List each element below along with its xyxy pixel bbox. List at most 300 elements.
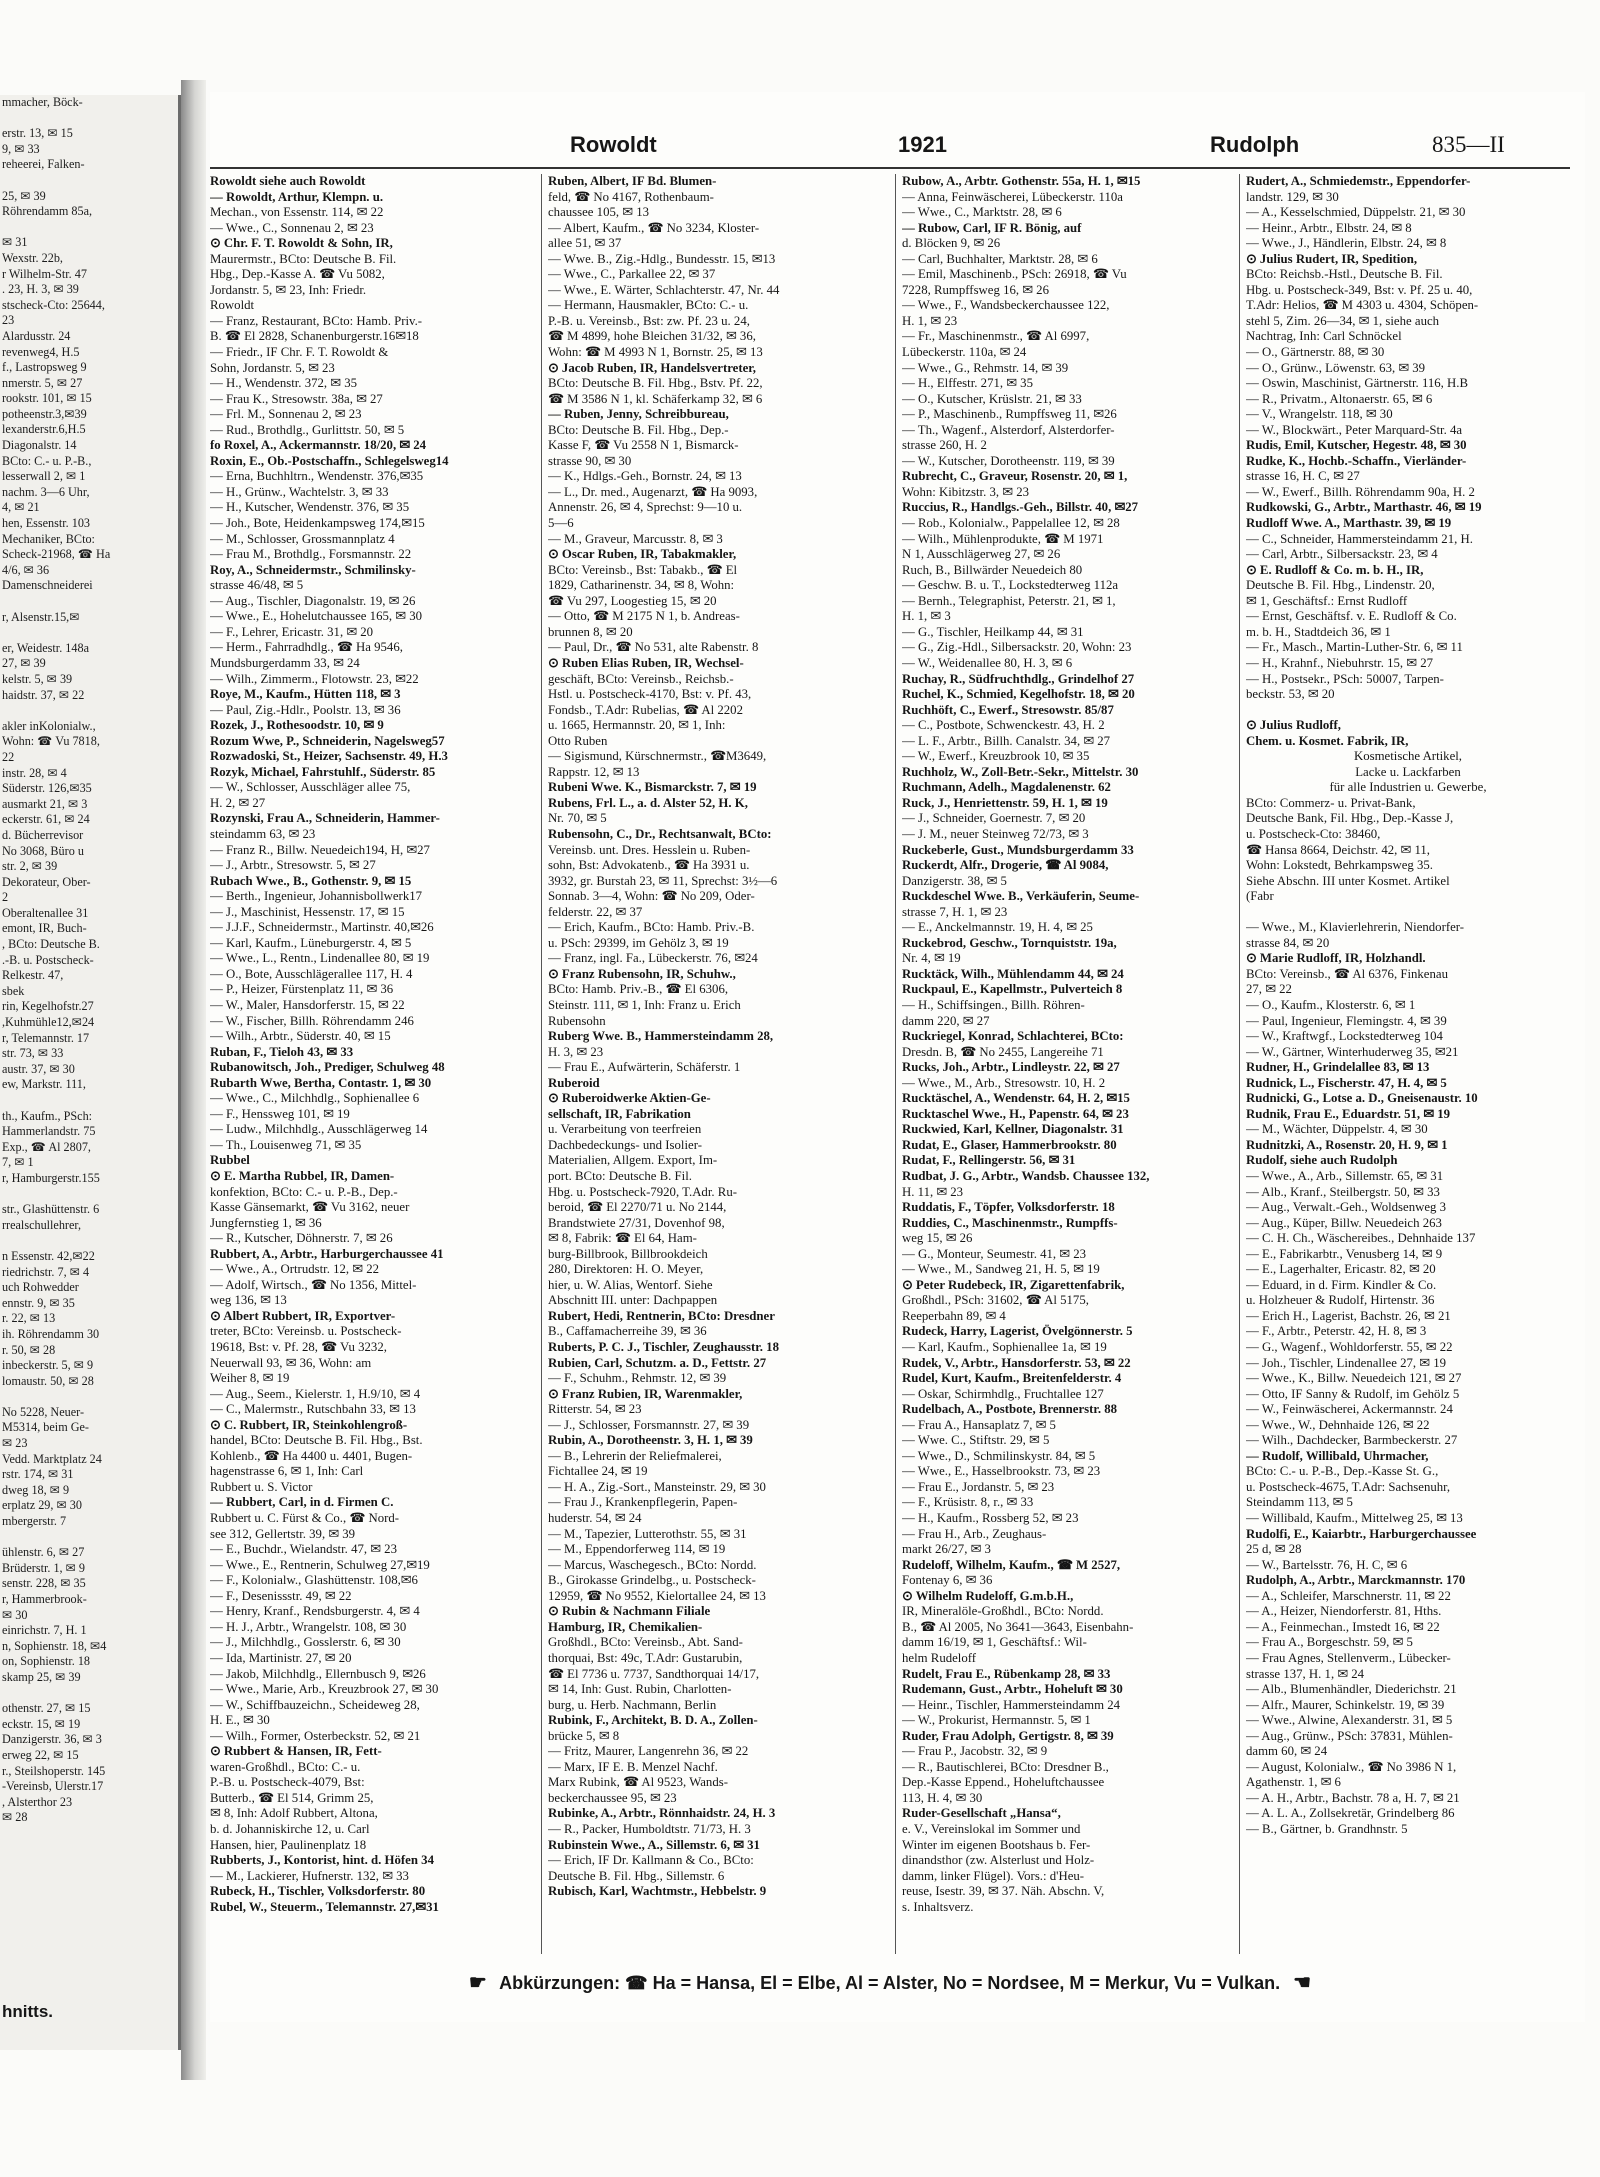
previous-page-line: austr. 37, ✉ 30: [2, 1061, 75, 1076]
directory-entry-line: ⊙ Albert Rubbert, IR, Exportver-: [210, 1308, 396, 1323]
directory-entry-line: — M., Tapezier, Lutterothstr. 55, ✉ 31: [548, 1526, 747, 1541]
directory-entry-line: Reeperbahn 89, ✉ 4: [902, 1308, 1006, 1323]
directory-entry-line: treter, BCto: Vereinsb. u. Postscheck-: [210, 1324, 402, 1339]
directory-entry-line: Rowoldt siehe auch Rowoldt: [210, 174, 366, 188]
previous-page-line: ✉ 23: [2, 1436, 28, 1451]
previous-page-line: 23: [2, 313, 15, 328]
directory-entry-line: — Th., Louisenweg 71, ✉ 35: [210, 1137, 362, 1152]
directory-entry-line: B., Girokasse Grindelbg., u. Postscheck-: [548, 1573, 756, 1588]
directory-entry-line: Ruckdeschel Wwe. B., Verkäuferin, Seume-: [902, 889, 1140, 904]
directory-entry-line: waren-Großhdl., BCto: C.- u.: [210, 1759, 361, 1774]
directory-entry-line: Ruckeberle, Gust., Mundsburgerdamm 33: [902, 842, 1134, 857]
previous-page-line: No 3068, Büro u: [2, 843, 84, 858]
directory-entry-line: beckstr. 53, ✉ 20: [1246, 687, 1335, 702]
directory-entry-line: — Wwe., E. Wärter, Schlachterstr. 47, Nr. 44: [548, 282, 780, 297]
directory-entry-line: burg, u. Herb. Nachmann, Berlin: [548, 1697, 717, 1712]
directory-entry-line: Dresdn. B, ☎ No 2455, Langereihe 71: [902, 1044, 1104, 1059]
directory-entry-line: BCto: Deutsche B. Fil. Hbg., Dep.-: [548, 422, 729, 437]
directory-entry-line: für alle Industrien u. Gewerbe,: [1329, 780, 1487, 795]
directory-entry-line: Ruckwied, Karl, Kellner, Diagonalstr. 31: [902, 1122, 1124, 1137]
directory-entry-line: ⊙ E. Martha Rubbel, IR, Damen-: [210, 1169, 395, 1183]
directory-entry-line: Ruberts, P. C. J., Tischler, Zeughausstr. 18: [548, 1340, 779, 1355]
directory-entry-line: see 312, Gellertstr. 39, ✉ 39: [210, 1526, 356, 1541]
directory-entry-line: Rudis, Emil, Kutscher, Hegestr. 48, ✉ 30: [1246, 438, 1467, 453]
directory-entry-line: — Karl, Kaufm., Sophienallee 1a, ✉ 19: [902, 1340, 1107, 1355]
directory-entry-line: — Sigismund, Kürschnermstr., ☎M3649,: [548, 749, 767, 764]
directory-entry-line: — K., Hdlgs.-Geh., Bornstr. 24, ✉ 13: [548, 469, 742, 484]
directory-entry-line: — Heinr., Tischler, Hammersteindamm 24: [902, 1697, 1121, 1712]
directory-entry-line: — W., Maler, Hansdorferstr. 15, ✉ 22: [210, 997, 405, 1012]
directory-entry-line: Rubbert, A., Arbtr., Harburgerchaussee 41: [210, 1246, 444, 1261]
previous-page-line: inbeckerstr. 5, ✉ 9: [2, 1358, 94, 1373]
directory-entry-line: Ruckebrod, Geschw., Tornquiststr. 19a,: [902, 935, 1117, 950]
directory-entry-line: B. ☎ El 2828, Schanenburgerstr.16✉18: [210, 329, 419, 344]
directory-entry-line: u. Holzheuer & Rudolf, Hirtenstr. 36: [1246, 1293, 1435, 1308]
directory-entry-line: — B., Lehrerin der Reliefmalerei,: [548, 1448, 722, 1463]
directory-entry-line: Rowoldt: [210, 298, 255, 313]
directory-entry-line: Rudelbach, A., Postbote, Brennerstr. 88: [902, 1402, 1118, 1417]
directory-entry-line: ⊙ E. Rudloff & Co. m. b. H., IR,: [1246, 562, 1424, 577]
column-2: [548, 174, 888, 1954]
directory-entry-line: — Adolf, Wirtsch., ☎ No 1356, Mittel-: [210, 1277, 417, 1292]
directory-entry-line: — Paul, Dr., ☎ No 531, alte Rabenstr. 8: [548, 640, 759, 655]
directory-entry-line: — Wilh., Former, Osterbeckstr. 52, ✉ 21: [210, 1728, 421, 1743]
directory-entry-line: — Eduard, in d. Firm. Kindler & Co.: [1246, 1277, 1437, 1292]
directory-entry-line: — W., Kraftwgf., Lockstedterweg 104: [1246, 1029, 1443, 1044]
directory-entry-line: Rubanowitsch, Joh., Prediger, Schulweg 48: [210, 1060, 445, 1075]
column-divider: [541, 174, 542, 1954]
previous-page-line: 4/6, ✉ 36: [2, 562, 50, 577]
directory-entry-line: 25 d, ✉ 28: [1246, 1542, 1302, 1557]
directory-entry-line: — L. F., Arbtr., Billh. Canalstr. 34, ✉ 27: [902, 733, 1111, 748]
previous-page-line: Vedd. Marktplatz 24: [2, 1451, 102, 1466]
previous-page-line: riedrichstr. 7, ✉ 4: [2, 1264, 90, 1279]
directory-entry-line: — J., Maschinist, Hessenstr. 17, ✉ 15: [210, 904, 405, 919]
directory-entry-line: s. Inhaltsverz.: [902, 1899, 974, 1914]
directory-entry-line: — W., Kutscher, Dorotheenstr. 119, ✉ 39: [902, 453, 1115, 468]
directory-entry-line: BCto: Commerz- u. Privat-Bank,: [1246, 795, 1416, 810]
directory-entry-line: ⊙ Rubbert & Hansen, IR, Fett-: [210, 1744, 382, 1759]
previous-page-line: .-B. u. Postscheck-: [2, 952, 94, 967]
previous-page-line: nmerstr. 5, ✉ 27: [2, 375, 83, 390]
directory-entry-line: strasse 46/48, ✉ 5: [210, 578, 304, 593]
previous-page-line: r, Alsenstr.15,✉: [2, 609, 80, 624]
previous-page-line: . 23, H. 3, ✉ 39: [2, 282, 79, 297]
previous-page-line: 4, ✉ 21: [2, 500, 40, 515]
previous-page-line: nachm. 3—6 Uhr,: [2, 484, 90, 499]
directory-entry-line: Ruchel, K., Schmied, Kegelhofstr. 18, ✉ 20: [902, 687, 1135, 702]
directory-entry-line: — W., Bartelsstr. 76, H. C, ✉ 6: [1246, 1557, 1408, 1572]
directory-entry-line: H. 1, ✉ 23: [902, 313, 958, 328]
directory-entry-line: ⊙ Jacob Ruben, IR, Handelsvertreter,: [548, 360, 756, 375]
directory-entry-line: — Rubbert, Carl, in d. Firmen C.: [210, 1495, 394, 1510]
previous-page-line: rrealschullehrer,: [2, 1217, 82, 1232]
directory-entry-line: allee 51, ✉ 37: [548, 236, 622, 251]
directory-entry-line: Ruchhöft, C., Ewerf., Stresowstr. 85/87: [902, 702, 1114, 717]
directory-entry-line: — Wwe., Marie, Arb., Kreuzbrook 27, ✉ 30: [210, 1682, 439, 1697]
previous-page-line: -Vereinsb, Ulerstr.17: [2, 1779, 104, 1794]
previous-page-line: Diagonalstr. 14: [2, 438, 77, 453]
directory-entry-line: Rubbert u. C. Fürst & Co., ☎ Nord-: [210, 1511, 400, 1526]
directory-entry-line: beroid, ☎ El 2270/71 u. No 2144,: [548, 1200, 727, 1215]
directory-entry-line: Rudolf, siehe auch Rudolph: [1246, 1153, 1398, 1168]
directory-entry-line: — Wwe., A., Ortrudstr. 12, ✉ 22: [210, 1262, 380, 1277]
directory-entry-line: ☎ M 3586 N 1, kl. Schäferkamp 32, ✉ 6: [548, 391, 763, 406]
directory-entry-line: Rubow, A., Arbtr. Gothenstr. 55a, H. 1, ✉15: [902, 174, 1141, 188]
directory-entry-line: Fichtallee 24, ✉ 19: [548, 1464, 648, 1479]
directory-entry-line: Rubarth Wwe, Bertha, Contastr. 1, ✉ 30: [210, 1075, 432, 1090]
directory-entry-line: — J.J.F., Schneidermstr., Martinstr. 40,✉26: [210, 920, 434, 935]
directory-entry-line: Agathenstr. 1, ✉ 6: [1246, 1775, 1341, 1790]
directory-entry-line: felderstr. 22, ✉ 37: [548, 904, 643, 919]
directory-entry-line: — Hermann, Hausmakler, BCto: C.- u.: [548, 298, 749, 313]
directory-entry-line: — W., Schiffbauzeichn., Scheideweg 28,: [210, 1697, 420, 1712]
previous-page-line: haidstr. 37, ✉ 22: [2, 687, 85, 702]
directory-entry-line: Rudnick, L., Fischerstr. 47, H. 4, ✉ 5: [1246, 1075, 1447, 1090]
previous-page-line: Danzigerstr. 36, ✉ 3: [2, 1732, 102, 1747]
previous-page-line: lesserwall 2, ✉ 1: [2, 469, 86, 484]
previous-page-line: Hammerlandstr. 75: [2, 1124, 96, 1139]
directory-entry-line: Rubeck, H., Tischler, Volksdorferstr. 80: [210, 1884, 426, 1899]
directory-entry-line: weg 15, ✉ 26: [902, 1231, 973, 1246]
directory-entry-line: Rudat, E., Glaser, Hammerbrookstr. 80: [902, 1137, 1117, 1152]
directory-entry-line: — Wwe., C., Sonnenau 2, ✉ 23: [210, 220, 374, 235]
directory-entry-line: Rudeloff, Wilhelm, Kaufm., ☎ M 2527,: [902, 1557, 1121, 1572]
directory-entry-line: — Rob., Kolonialw., Pappelallee 12, ✉ 28: [902, 516, 1120, 531]
previous-page-line: r. 22, ✉ 13: [2, 1311, 56, 1326]
directory-entry-line: — Erich, Kaufm., BCto: Hamb. Priv.-B.: [548, 920, 755, 935]
directory-entry-line: strasse 137, H. 1, ✉ 24: [1246, 1666, 1365, 1681]
previous-page-line: d. Bücherrevisor: [2, 827, 84, 842]
column-3: [902, 174, 1232, 1954]
previous-page-line: erplatz 29, ✉ 30: [2, 1498, 82, 1513]
directory-entry-line: — G., Zig.-Hdl., Silbersackstr. 20, Wohn: 23: [902, 640, 1132, 655]
directory-entry-line: Rubien, Carl, Schutzm. a. D., Fettstr. 27: [548, 1355, 767, 1370]
previous-page-line: sbek: [2, 983, 25, 998]
directory-entry-line: — Wwe., C., Marktstr. 28, ✉ 6: [902, 205, 1062, 220]
directory-entry-line: sellschaft, IR, Fabrikation: [548, 1106, 691, 1121]
directory-entry-line: Sohn, Jordanstr. 5, ✉ 23: [210, 360, 335, 375]
previous-page-line: , BCto: Deutsche B.: [2, 937, 100, 952]
directory-entry-line: — E., Buchdr., Wielandstr. 47, ✉ 23: [210, 1542, 397, 1557]
previous-page-line: Damenschneiderei: [2, 578, 93, 593]
header-first-entry: Rowoldt: [570, 132, 657, 157]
directory-entry-line: dinandsthor (zw. Alsterlust und Holz-: [902, 1853, 1095, 1868]
previous-page-line: erstr. 13, ✉ 15: [2, 126, 73, 141]
directory-entry-line: — Aug., Küper, Billw. Neuedeich 263: [1246, 1215, 1442, 1230]
directory-entry-line: — J. M., neuer Steinweg 72/73, ✉ 3: [902, 826, 1089, 841]
previous-page-line: emont, IR, Buch-: [2, 921, 87, 936]
directory-entry-line: — R., Privatm., Altonaerstr. 65, ✉ 6: [1246, 391, 1433, 406]
previous-page-line: [0, 1530, 178, 1546]
directory-entry-line: Dep.-Kasse Eppend., Hoheluftchaussee: [902, 1775, 1105, 1790]
directory-entry-line: — O., Grünw., Löwenstr. 63, ✉ 39: [1246, 360, 1426, 375]
directory-entry-line: brücke 5, ✉ 8: [548, 1728, 620, 1743]
directory-entry-line: reuse, Isestr. 39, ✉ 37. Näh. Abschn. V,: [902, 1884, 1105, 1899]
directory-entry-line: — Anna, Feinwäscherei, Lübeckerstr. 110a: [902, 189, 1123, 204]
directory-entry-line: Rudke, K., Hochb.-Schaffn., Vierländer-: [1246, 453, 1467, 468]
previous-page-line: lexanderstr.6,H.5: [2, 422, 86, 437]
directory-entry-line: — Marcus, Waschegesch., BCto: Nordd.: [548, 1557, 757, 1572]
directory-entry-line: Rudbat, J. G., Arbtr., Wandsb. Chaussee 132,: [902, 1169, 1150, 1183]
previous-page-line: ausmarkt 21, ✉ 3: [2, 796, 88, 811]
directory-entry-line: ⊙ Peter Rudebeck, IR, Zigarettenfabrik,: [902, 1277, 1125, 1292]
directory-entry-line: Rubbel: [210, 1153, 250, 1168]
directory-entry-line: Mechan., von Essenstr. 114, ✉ 22: [210, 205, 384, 220]
directory-entry-line: Rudner, H., Grindelallee 83, ✉ 13: [1246, 1060, 1430, 1075]
directory-entry-line: Rubin, A., Dorotheenstr. 3, H. 1, ✉ 39: [548, 1433, 753, 1448]
directory-entry-line: Rubens, Frl. L., a. d. Alster 52, H. K,: [548, 795, 748, 810]
previous-page-line: skamp 25, ✉ 39: [2, 1669, 81, 1684]
previous-page-line: str., Glashüttenstr. 6: [2, 1202, 100, 1217]
directory-entry-line: Kosmetische Artikel,: [1353, 749, 1463, 764]
directory-entry-line: Ruckriegel, Konrad, Schlachterei, BCto:: [902, 1029, 1124, 1044]
directory-entry-line: — G., Tischler, Heilkamp 44, ✉ 31: [902, 624, 1084, 639]
directory-entry-line: Wohn: Lokstedt, Behrkampsweg 35.: [1246, 858, 1433, 873]
directory-entry-line: Rubeni Wwe. K., Bismarckstr. 7, ✉ 19: [548, 780, 757, 795]
directory-entry-line: Rudloff Wwe. A., Marthastr. 39, ✉ 19: [1246, 516, 1452, 531]
previous-page-line: er, Weidestr. 148a: [2, 640, 89, 655]
previous-page-line: mbergerstr. 7: [2, 1514, 67, 1529]
directory-entry-line: d. Blöcken 9, ✉ 26: [902, 236, 1001, 251]
directory-columns: [210, 174, 1570, 1954]
directory-entry-line: — W., Ewerf., Kreuzbrook 10, ✉ 35: [902, 749, 1090, 764]
directory-entry-line: Deutsche Bank, Fil. Hbg., Dep.-Kasse J,: [1246, 811, 1454, 826]
page-number: 835—II: [1432, 132, 1505, 157]
previous-page-line: instr. 28, ✉ 4: [2, 765, 67, 780]
directory-entry-line: Rappstr. 12, ✉ 13: [548, 764, 640, 779]
directory-entry-line: Rozynski, Frau A., Schneiderin, Hammer-: [210, 811, 440, 826]
directory-entry-line: — F., Arbtr., Peterstr. 42, H. 8, ✉ 3: [1246, 1324, 1427, 1339]
directory-entry-line: — G., Wagenf., Wohldorferstr. 55, ✉ 22: [1246, 1340, 1453, 1355]
directory-entry-line: 113, H. 4, ✉ 30: [902, 1790, 983, 1805]
directory-entry-line: P.-B. u. Vereinsb., Bst: zw. Pf. 23 u. 24,: [548, 313, 750, 328]
directory-entry-line: Hbg. u. Postscheck-7920, T.Adr. Ru-: [548, 1184, 737, 1199]
previous-page-line: f., Lastropsweg 9: [2, 360, 87, 375]
directory-entry-line: — F., Krüsistr. 8, r., ✉ 33: [902, 1495, 1034, 1510]
directory-entry-line: burg-Billbrook, Billbrookdeich: [548, 1246, 708, 1261]
directory-entry-line: — Wwe., C., Milchhdlg., Sophienallee 6: [210, 1091, 420, 1106]
directory-entry-line: Nr. 4, ✉ 19: [902, 951, 961, 966]
previous-page-line: [0, 1093, 178, 1109]
directory-entry-line: — Aug., Tischler, Diagonalstr. 19, ✉ 26: [210, 593, 416, 608]
directory-entry-line: Lacke u. Lackfarben: [1355, 764, 1461, 779]
directory-entry-line: BCto: Hamb. Priv.-B., ☎ El 6306,: [548, 982, 729, 997]
directory-entry-line: ⊙ C. Rubbert, IR, Steinkohlengroß-: [210, 1417, 408, 1432]
previous-page-line: on, Sophienstr. 18: [2, 1654, 91, 1669]
directory-entry-line: — H., Schiffsingen., Billh. Röhren-: [902, 997, 1085, 1012]
directory-entry-line: u. Postscheck-Cto: 38460,: [1246, 826, 1381, 841]
directory-entry-line: — Rubow, Carl, IF R. Bönig, auf: [902, 220, 1082, 235]
directory-entry-line: Rudat, F., Rellingerstr. 56, ✉ 31: [902, 1153, 1076, 1168]
directory-entry-line: — Erna, Buchhltrn., Wendenstr. 376,✉35: [210, 469, 424, 484]
directory-entry-line: — Friedr., IF Chr. F. T. Rowoldt &: [210, 345, 389, 360]
directory-entry-line: — Joh., Bote, Heidenkampsweg 174,✉15: [210, 516, 425, 531]
directory-entry-line: — R., Kutscher, Döhnerstr. 7, ✉ 26: [210, 1231, 393, 1246]
abbreviations-text: Abkürzungen: ☎ Ha = Hansa, El = Elbe, Al = Alster, No = Nordsee, M = Merkur, Vu = Vulkan.: [499, 1973, 1281, 1993]
directory-entry-line: — O., Bote, Ausschlägerallee 117, H. 4: [210, 966, 413, 981]
previous-page-line: dweg 18, ✉ 9: [2, 1482, 70, 1497]
previous-page-line: 27, ✉ 39: [2, 656, 46, 671]
directory-entry-line: Rubert, Hedi, Rentnerin, BCto: Dresdner: [548, 1308, 775, 1323]
previous-page-line: [0, 1686, 178, 1702]
directory-entry-line: — M., Lackierer, Hufnerstr. 132, ✉ 33: [210, 1868, 409, 1883]
previous-page-line: [0, 594, 178, 610]
directory-entry-line: steindamm 63, ✉ 23: [210, 826, 316, 841]
directory-entry-line: Roy, A., Schneidermstr., Schmilinsky-: [210, 562, 416, 577]
previous-page-line: [0, 220, 178, 236]
header-year: 1921: [898, 132, 947, 157]
directory-entry-line: Rubensohn, C., Dr., Rechtsanwalt, BCto:: [548, 826, 772, 841]
previous-page-line: n Essenstr. 42,✉22: [2, 1248, 95, 1263]
directory-entry-line: — Alb., Kranf., Steilbergstr. 50, ✉ 33: [1246, 1184, 1440, 1199]
directory-entry-line: Rudkowski, G., Arbtr., Marthastr. 46, ✉ 19: [1246, 500, 1482, 515]
directory-entry-line: Rubensohn: [548, 1013, 606, 1028]
directory-entry-line: — H., Kutscher, Wendenstr. 376, ✉ 35: [210, 500, 410, 515]
directory-entry-line: — W., Prokurist, Hermannstr. 5, ✉ 1: [902, 1713, 1091, 1728]
previous-page-line: 22: [2, 749, 15, 764]
directory-entry-line: Hbg. u. Postscheck-349, Bst: v. Pf. 25 u. 40,: [1246, 282, 1473, 297]
directory-entry-line: — Otto, IF Sanny & Rudolf, im Gehölz 5: [1246, 1386, 1460, 1401]
directory-entry-line: — P., Heizer, Fürstenplatz 11, ✉ 36: [210, 982, 394, 997]
directory-entry-line: — Wilh., Arbtr., Süderstr. 40, ✉ 15: [210, 1029, 391, 1044]
pointing-hand-icon: ☛: [468, 1972, 487, 1994]
directory-entry-line: b. d. Johanniskirche 12, u. Carl: [210, 1821, 370, 1836]
directory-entry-line: — O., Gärtnerstr. 88, ✉ 30: [1246, 345, 1385, 360]
directory-entry-line: huderstr. 54, ✉ 24: [548, 1511, 642, 1526]
directory-entry-line: Rucktäschel, A., Wendenstr. 64, H. 2, ✉15: [902, 1091, 1130, 1106]
previous-page-line: [0, 625, 178, 641]
previous-page-line: r, Hamburgerstr.155: [2, 1170, 100, 1185]
previous-page-line: reheerei, Falken-: [2, 157, 85, 172]
previous-page-line: [0, 1389, 178, 1405]
directory-entry-line: — A. L. A., Zollsekretär, Grindelberg 86: [1246, 1806, 1455, 1821]
directory-entry-line: ✉ 1, Geschäftsf.: Ernst Rudloff: [1246, 593, 1408, 608]
directory-entry-line: Rucks, Joh., Arbtr., Lindleystr. 22, ✉ 27: [902, 1060, 1120, 1075]
directory-entry-line: Brandstwiete 27/31, Dovenhof 98,: [548, 1215, 725, 1230]
previous-page-line: hen, Essenstr. 103: [2, 516, 91, 531]
header-rule: [210, 167, 1570, 169]
directory-entry-line: — W., Weidenallee 80, H. 3, ✉ 6: [902, 655, 1073, 670]
directory-entry-line: hagenstrasse 6, ✉ 1, Inh: Carl: [210, 1464, 364, 1479]
previous-page-line: lomaustr. 50, ✉ 28: [2, 1373, 94, 1388]
directory-entry-line: — Geschw. B. u. T., Lockstedterweg 112a: [902, 578, 1119, 593]
directory-entry-line: Fontenay 6, ✉ 36: [902, 1573, 993, 1588]
previous-page-line: Wexstr. 22b,: [2, 250, 63, 265]
directory-entry-line: — Wwe., D., Schmilinskystr. 84, ✉ 5: [902, 1448, 1096, 1463]
previous-page-line: ühlenstr. 6, ✉ 27: [2, 1545, 85, 1560]
previous-page-line: r, Hammerbrook-: [2, 1592, 87, 1606]
previous-page-text: [0, 95, 178, 1826]
directory-entry-line: feld, ☎ No 4167, Rothenbaum-: [548, 189, 714, 204]
directory-entry-line: Mundsburgerdamm 33, ✉ 24: [210, 655, 360, 670]
directory-entry-line: landstr. 129, ✉ 30: [1246, 189, 1339, 204]
page-header: [210, 132, 1570, 164]
directory-entry-line: sohn, Bst: Advokatenb., ☎ Ha 3931 u.: [548, 858, 750, 873]
directory-entry-line: Steinstr. 111, ✉ 1, Inh: Franz u. Erich: [548, 997, 741, 1012]
directory-entry-line: Hstl. u. Postscheck-4170, Bst: v. Pf. 43,: [548, 687, 752, 702]
directory-entry-line: — Rudolf, Willibald, Uhrmacher,: [1246, 1448, 1429, 1463]
directory-entry-line: — Wwe., M., Arb., Stresowstr. 10, H. 2: [902, 1075, 1106, 1090]
directory-entry-line: Hamburg, IR, Chemikalien-: [548, 1619, 703, 1634]
previous-page-line: othenstr. 27, ✉ 15: [2, 1701, 91, 1716]
directory-entry-line: ⊙ Ruben Elias Ruben, IR, Wechsel-: [548, 655, 744, 670]
directory-entry-line: Rozwadoski, St., Heizer, Sachsenstr. 49, H.3: [210, 749, 448, 764]
directory-entry-line: BCto: Vereinsb., ☎ Al 6376, Finkenau: [1246, 966, 1448, 981]
directory-entry-line: damm 220, ✉ 27: [902, 1013, 990, 1028]
directory-entry-line: ✉ 8, Inh: Adolf Rubbert, Altona,: [210, 1806, 378, 1821]
directory-entry-line: — M., Wächter, Düppelstr. 4, ✉ 30: [1246, 1122, 1428, 1137]
directory-entry-line: Ruchholz, W., Zoll-Betr.-Sekr., Mittelstr. 30: [902, 764, 1139, 779]
directory-entry-line: Wohn: ☎ M 4993 N 1, Bornstr. 25, ✉ 13: [548, 345, 763, 360]
directory-entry-line: — Aug., Grünw., PSch: 37831, Mühlen-: [1246, 1728, 1453, 1743]
previous-page-line: M5314, beim Ge-: [2, 1420, 89, 1435]
column-1: [210, 174, 535, 1954]
directory-entry-line: hier, u. W. Alias, Wentorf. Siehe: [548, 1277, 713, 1292]
previous-page-line: No 5228, Neuer-: [2, 1404, 84, 1419]
directory-entry-line: — Wilh., Dachdecker, Barmbeckerstr. 27: [1246, 1433, 1458, 1448]
directory-entry-line: geschäft, BCto: Vereinsb., Reichsb.-: [548, 671, 734, 686]
previous-page-line: Relkestr. 47,: [2, 968, 64, 983]
directory-entry-line: Ruben, Albert, IF Bd. Blumen-: [548, 174, 717, 188]
directory-entry-line: — Frau M., Brothdlg., Forsmannstr. 22: [210, 547, 412, 562]
previous-page-line: eckerstr. 61, ✉ 24: [2, 812, 90, 827]
directory-entry-line: BCto: C.- u. P.-B., Dep.-Kasse St. G.,: [1246, 1464, 1439, 1479]
previous-page-line: r, Telemannstr. 17: [2, 1030, 90, 1045]
directory-entry-line: ⊙ Marie Rudloff, IR, Holzhandl.: [1246, 951, 1426, 966]
previous-page-line: ✉ 28: [2, 1810, 28, 1825]
directory-entry-line: konfektion, BCto: C.- u. P.-B., Dep.-: [210, 1184, 398, 1199]
directory-entry-line: Rudemann, Gust., Arbtr., Hoheluft ✉ 30: [902, 1682, 1123, 1697]
directory-entry-line: Vereinsb. unt. Dres. Hesslein u. Ruben-: [548, 842, 751, 857]
directory-entry-line: handel, BCto: Deutsche B. Fil. Hbg., Bst.: [210, 1433, 423, 1448]
directory-entry-line: — H., Elffestr. 271, ✉ 35: [902, 376, 1033, 391]
directory-entry-line: H. 11, ✉ 23: [902, 1184, 964, 1199]
previous-page-line: str. 2, ✉ 39: [2, 859, 58, 874]
directory-entry-line: — Heinr., Arbtr., Elbstr. 24, ✉ 8: [1246, 220, 1412, 235]
directory-entry-line: ⊙ Chr. F. T. Rowoldt & Sohn, IR,: [210, 236, 393, 251]
directory-entry-line: — F., Kolonialw., Glashüttenstr. 108,✉6: [210, 1573, 418, 1588]
directory-entry-line: — Ernst, Geschäftsf. v. E. Rudloff & Co.: [1246, 609, 1457, 624]
directory-entry-line: — Emil, Maschinenb., PSch: 26918, ☎ Vu: [902, 267, 1127, 282]
directory-entry-line: — Wwe., A., Arb., Sillemstr. 65, ✉ 31: [1246, 1169, 1444, 1183]
directory-entry-line: Ruder, Frau Adolph, Gertigstr. 8, ✉ 39: [902, 1728, 1114, 1743]
directory-entry-line: — Fr., Masch., Martin-Luther-Str. 6, ✉ 11: [1246, 640, 1463, 655]
directory-entry-line: — Herm., Fahrradhdlg., ☎ Ha 9546,: [210, 640, 403, 655]
previous-page-line: ennstr. 9, ✉ 35: [2, 1295, 75, 1310]
directory-entry-line: Kasse F, ☎ Vu 2558 N 1, Bismarck-: [548, 438, 739, 453]
directory-entry-line: — O., Kutscher, Krüslstr. 21, ✉ 33: [902, 391, 1082, 406]
directory-entry-line: Rubrecht, C., Graveur, Rosenstr. 20, ✉ 1,: [902, 469, 1128, 484]
directory-entry-line: port. BCto: Deutsche B. Fil.: [548, 1169, 692, 1183]
directory-entry-line: — Otto, ☎ M 2175 N 1, b. Andreas-: [548, 609, 740, 624]
directory-entry-line: 5—6: [548, 516, 574, 531]
directory-entry-line: — Wwe., K., Billw. Neuedeich 121, ✉ 27: [1246, 1371, 1462, 1386]
directory-entry-line: e. V., Vereinslokal im Sommer und: [902, 1821, 1081, 1836]
directory-entry-line: — F., Schuhm., Rehmstr. 12, ✉ 39: [548, 1371, 727, 1386]
directory-entry-line: — Wwe., G., Rehmstr. 14, ✉ 39: [902, 360, 1069, 375]
directory-entry-line: u. 1665, Hermannstr. 20, ✉ 1, Inh:: [548, 718, 726, 733]
directory-entry-line: — C., Malermstr., Rutschbahn 33, ✉ 13: [210, 1402, 416, 1417]
directory-entry-line: Chem. u. Kosmet. Fabrik, IR,: [1246, 733, 1409, 748]
directory-entry-line: BCto: Reichsb.-Hstl., Deutsche B. Fil.: [1246, 267, 1443, 282]
directory-entry-line: — Wwe., C., Parkallee 22, ✉ 37: [548, 267, 716, 282]
previous-page-line: 2: [2, 890, 9, 905]
previous-page-line: eckstr. 15, ✉ 19: [2, 1716, 81, 1731]
previous-page-line: BCto: C.- u. P.-B.,: [2, 453, 92, 468]
directory-entry-line: — R., Bautischlerei, BCto: Dresdner B.,: [902, 1759, 1109, 1774]
directory-entry-line: Kasse Gänsemarkt, ☎ Vu 3162, neuer: [210, 1200, 410, 1215]
